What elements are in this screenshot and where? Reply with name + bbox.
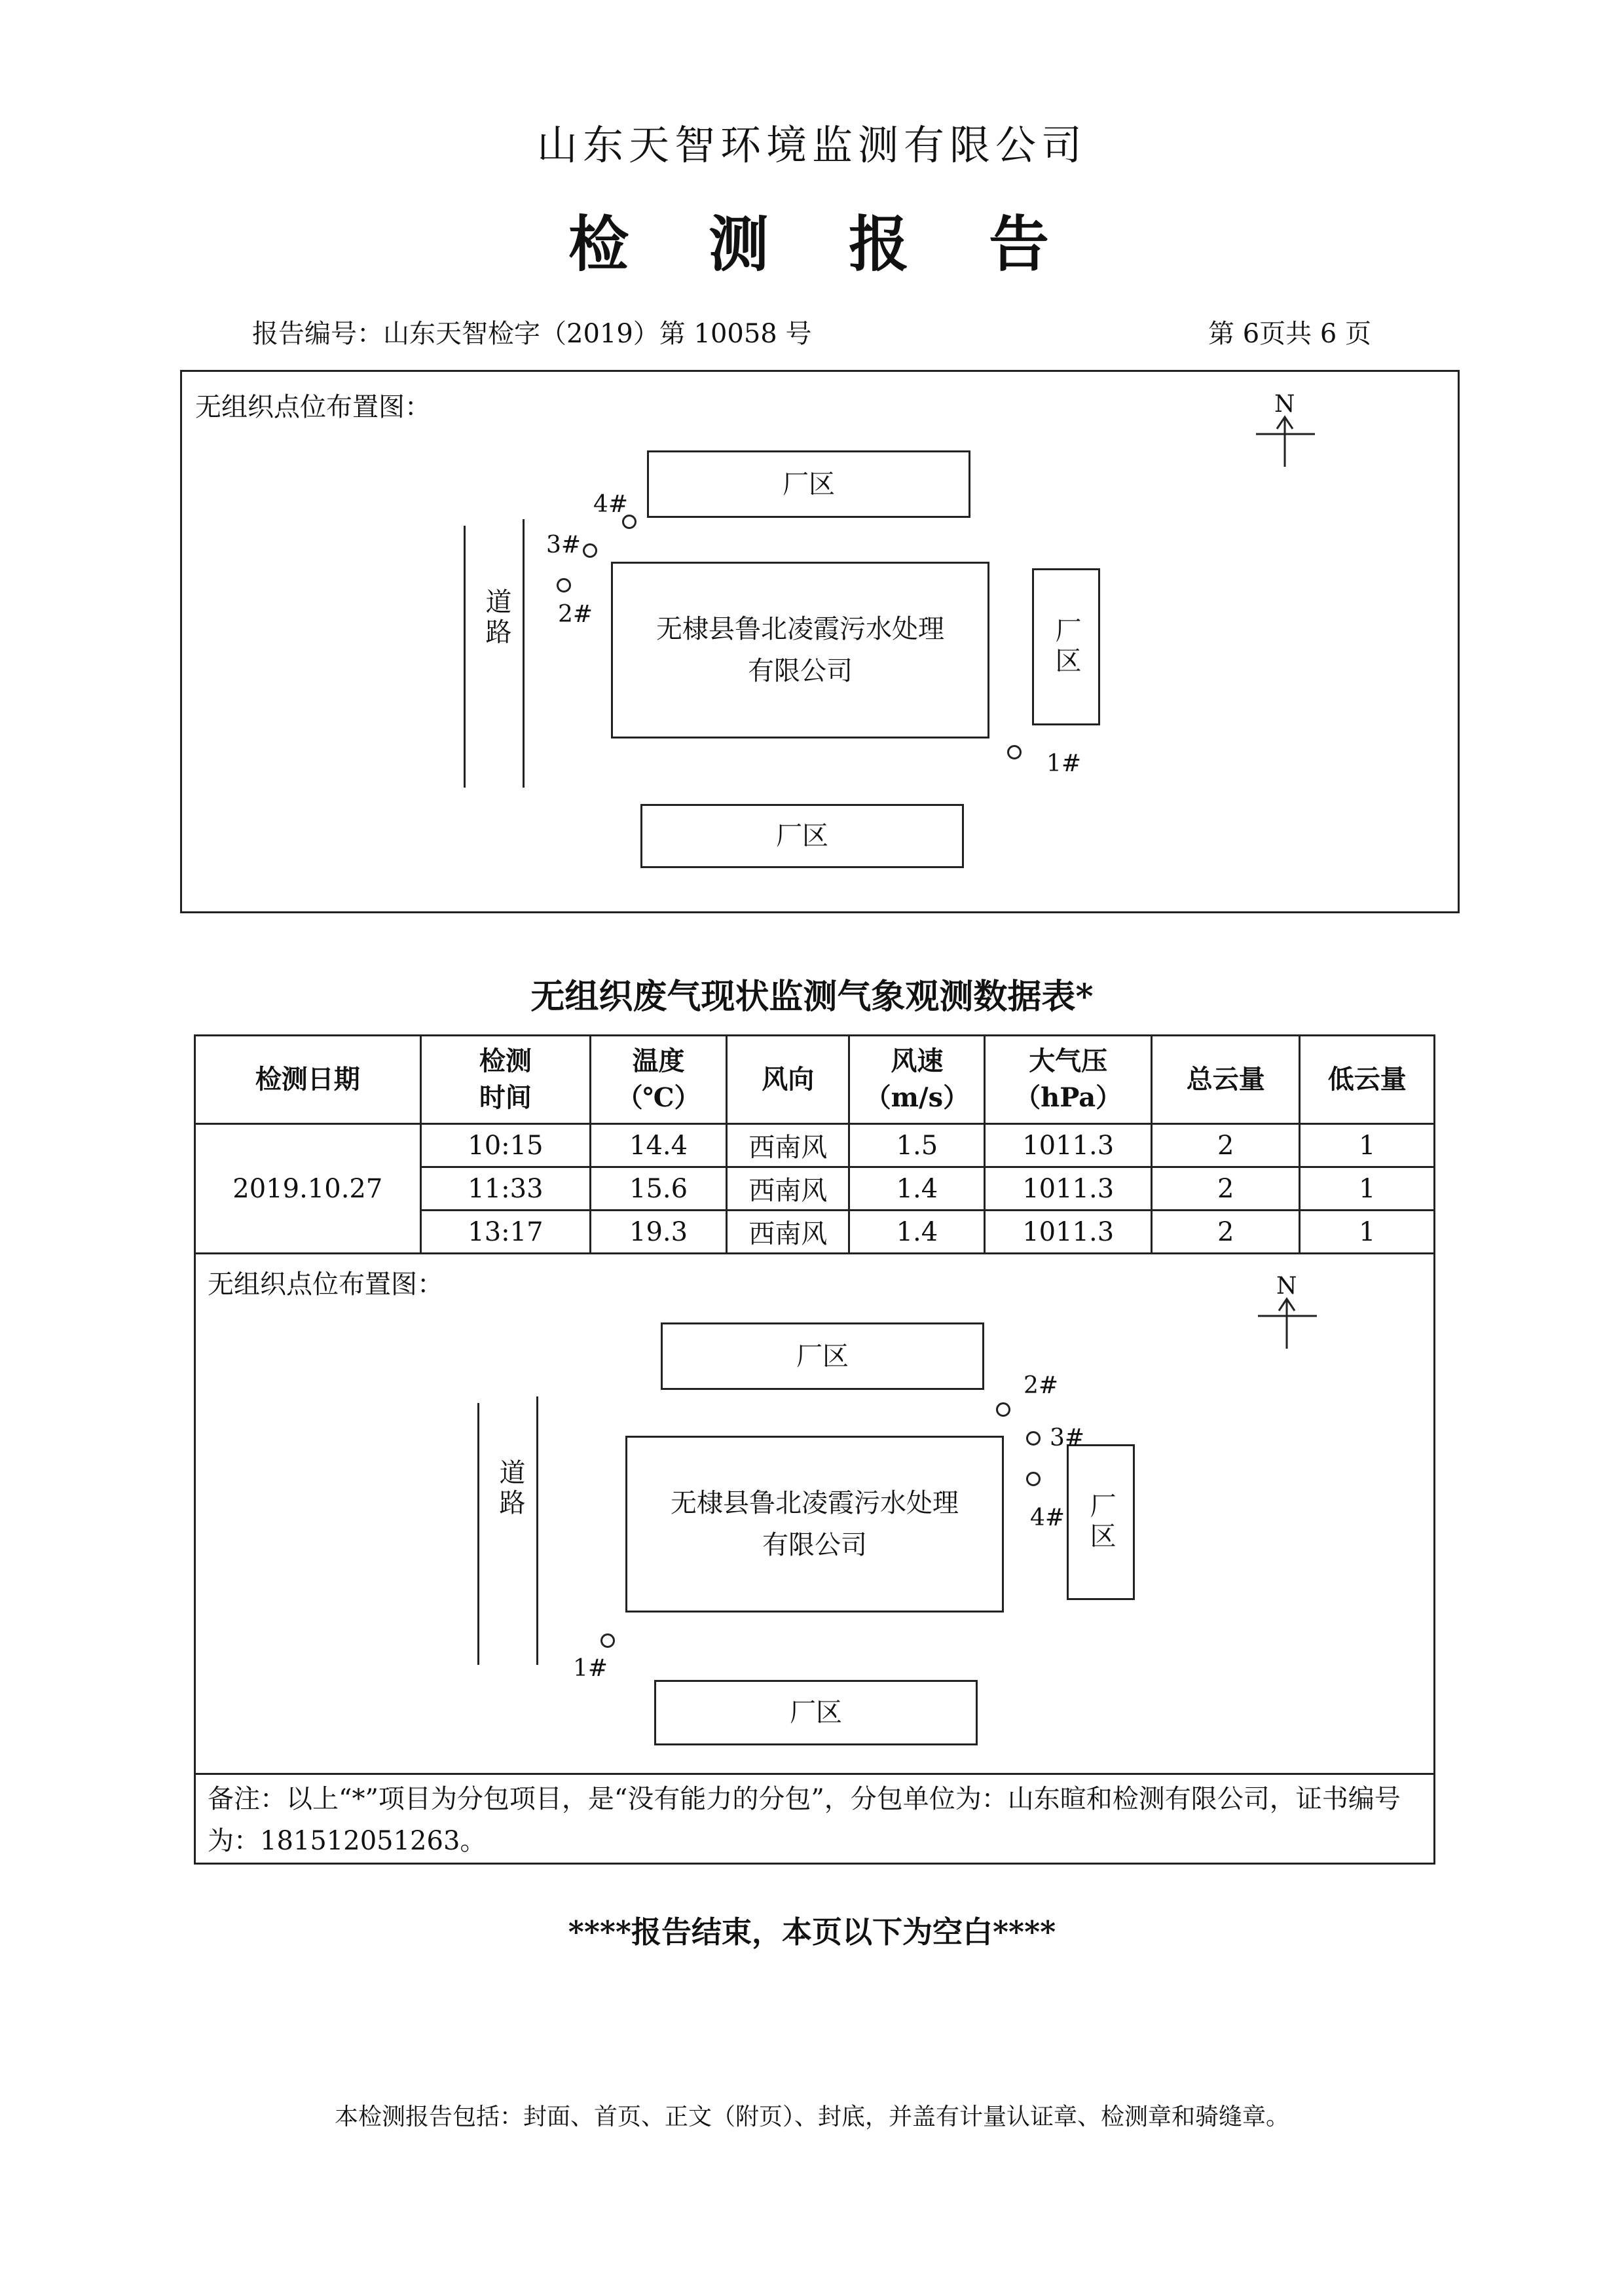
monitoring-point-1 — [1007, 745, 1022, 759]
zone-bottom: 厂区 — [654, 1680, 978, 1745]
zone-right: 厂区 — [1067, 1444, 1135, 1600]
monitoring-point-3 — [1026, 1431, 1041, 1446]
table-title: 无组织废气现状监测气象观测数据表* — [530, 977, 1094, 1017]
header-pressure: 大气压 （hPa） — [985, 1036, 1152, 1124]
cell-wind-dir: 西南风 — [726, 1211, 849, 1254]
note-divider — [196, 1773, 1433, 1775]
zone-top: 厂区 — [647, 450, 970, 518]
cell-low-cloud: 1 — [1300, 1211, 1435, 1254]
header-time: 检测 时间 — [420, 1036, 591, 1124]
cell-temp: 19.3 — [591, 1211, 727, 1254]
cell-pressure: 1011.3 — [985, 1211, 1152, 1254]
table-header-row — [195, 1036, 1435, 1124]
cell-total-cloud: 2 — [1152, 1211, 1300, 1254]
cell-temp: 15.6 — [591, 1167, 727, 1211]
monitoring-point-1 — [600, 1633, 615, 1648]
cell-pressure: 1011.3 — [985, 1124, 1152, 1167]
north-arrow-icon — [1256, 391, 1321, 467]
point-label-4: 4# — [593, 491, 629, 518]
zone-bottom: 厂区 — [640, 804, 964, 868]
cell-wind-speed: 1.4 — [849, 1211, 985, 1254]
header-wind-dir: 风向 — [726, 1036, 849, 1124]
site-map-2 — [194, 1249, 1435, 1865]
point-label-3: 3# — [546, 532, 581, 558]
cell-wind-dir: 西南风 — [726, 1124, 849, 1167]
monitoring-point-4 — [1026, 1472, 1041, 1486]
header-wind-speed: 风速 （m/s） — [849, 1036, 985, 1124]
road-line — [477, 1403, 479, 1665]
cell-wind-dir: 西南风 — [726, 1167, 849, 1211]
road-label: 道路 — [481, 588, 511, 648]
cell-pressure: 1011.3 — [985, 1167, 1152, 1211]
map-label: 无组织点位布置图： — [195, 392, 431, 422]
note-text: 备注：以上“*”项目为分包项目，是“没有能力的分包”，分包单位为：山东暄和检测有限公司，证书编号为：181512051263。 — [208, 1784, 1401, 1856]
weather-data-table — [194, 1034, 1435, 1254]
cell-wind-speed: 1.4 — [849, 1167, 985, 1211]
road-line — [536, 1396, 538, 1665]
road-line — [464, 526, 466, 788]
cell-wind-speed: 1.5 — [849, 1124, 985, 1167]
header-date: 检测日期 — [195, 1036, 421, 1124]
north-label: N — [1274, 391, 1295, 418]
point-label-2: 2# — [558, 601, 593, 628]
cell-date: 2019.10.27 — [195, 1124, 421, 1254]
road-label: 道路 — [495, 1459, 525, 1519]
cell-total-cloud: 2 — [1152, 1167, 1300, 1211]
report-end-text: ****报告结束，本页以下为空白**** — [568, 1914, 1056, 1950]
report-number: 报告编号：山东天智检字（2019）第 10058 号 — [252, 319, 812, 349]
header-temp: 温度 （℃） — [591, 1036, 727, 1124]
north-label: N — [1276, 1273, 1297, 1300]
zone-top: 厂区 — [661, 1322, 984, 1390]
monitoring-point-2 — [996, 1402, 1010, 1417]
monitoring-point-3 — [583, 543, 597, 558]
cell-low-cloud: 1 — [1300, 1124, 1435, 1167]
point-label-2: 2# — [1024, 1372, 1059, 1399]
footer-text: 本检测报告包括：封面、首页、正文（附页）、封底，并盖有计量认证章、检测章和骑缝章。 — [334, 2104, 1289, 2130]
factory-main: 无棣县鲁北凌霞污水处理 有限公司 — [611, 562, 989, 738]
cell-low-cloud: 1 — [1300, 1167, 1435, 1211]
factory-main: 无棣县鲁北凌霞污水处理 有限公司 — [625, 1436, 1004, 1613]
site-map-1 — [180, 370, 1460, 913]
map-label: 无组织点位布置图： — [208, 1269, 443, 1300]
north-arrow-icon — [1258, 1273, 1323, 1349]
company-name: 山东天智环境监测有限公司 — [536, 121, 1087, 169]
page-info: 第 6页共 6 页 — [1208, 319, 1372, 349]
cell-time: 11:33 — [420, 1167, 591, 1211]
point-label-1: 1# — [573, 1655, 608, 1682]
header-total-cloud: 总云量 — [1152, 1036, 1300, 1124]
cell-time: 10:15 — [420, 1124, 591, 1167]
zone-right: 厂区 — [1032, 568, 1100, 725]
road-line — [523, 519, 525, 788]
point-label-4: 4# — [1030, 1504, 1065, 1531]
monitoring-point-2 — [557, 578, 571, 592]
report-title: 检 测 报 告 — [568, 209, 1056, 280]
point-label-1: 1# — [1046, 750, 1082, 777]
point-label-3: 3# — [1050, 1425, 1085, 1451]
header-low-cloud: 低云量 — [1300, 1036, 1435, 1124]
table-row — [195, 1124, 1435, 1167]
cell-temp: 14.4 — [591, 1124, 727, 1167]
cell-total-cloud: 2 — [1152, 1124, 1300, 1167]
cell-time: 13:17 — [420, 1211, 591, 1254]
